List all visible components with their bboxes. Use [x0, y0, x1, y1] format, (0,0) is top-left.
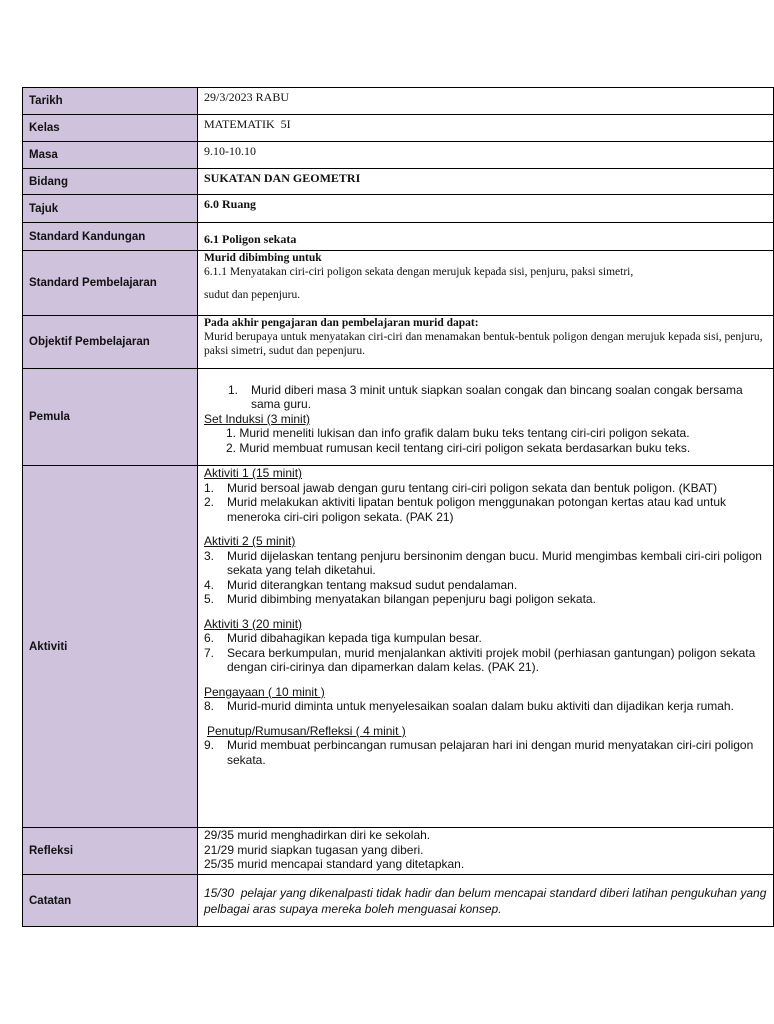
set-induksi-title: Set Induksi (3 minit)	[204, 411, 311, 426]
activity-item-text: Murid membuat perbincangan rumusan pelajaran hari ini dengan murid menyatakan ciri-ciri poligon sekata.	[227, 738, 754, 767]
obj-heading: Pada akhir pengajaran dan pembelajaran murid dapat:	[204, 317, 479, 329]
value-standard-pembelajaran	[198, 251, 774, 316]
aktiviti-1-list	[204, 481, 767, 525]
activity-item-number: 8.	[204, 699, 215, 713]
label-tajuk: Tajuk	[23, 195, 198, 223]
value-refleksi	[198, 828, 774, 875]
activity-item-text: Murid dijelaskan tentang penjuru bersinonim dengan bucu. Murid mengimbas kembali ciri-ciri poligon sekata yang telah diketahui.	[227, 548, 762, 577]
value-tarikh: 29/3/2023 RABU	[198, 88, 774, 115]
row-refleksi	[23, 828, 774, 875]
activity-item-text: Murid diterangkan tentang maksud sudut pendalaman.	[227, 577, 518, 592]
value-objektif	[198, 316, 774, 369]
activity-item-number: 5.	[204, 592, 215, 606]
activity-item-number: 3.	[204, 548, 215, 563]
row-objektif	[23, 316, 774, 369]
activity-item	[204, 495, 767, 524]
label-refleksi: Refleksi	[23, 828, 198, 875]
activity-item-text: Murid dibimbing menyatakan bilangan pepenjuru bagi poligon sekata.	[227, 592, 596, 606]
row-standard-pembelajaran	[23, 251, 774, 316]
activity-item-text: Secara berkumpulan, murid menjalankan aktiviti projek mobil (perhiasan gantungan) poligon sekata dengan ciri-cirinya dan dipamerkan dalam kelas. (PAK 21).	[227, 645, 756, 674]
activity-item	[204, 699, 767, 714]
sp-line1: 6.1.1 Menyatakan ciri-ciri poligon sekata dengan merujuk kepada sisi, penjuru, paksi simetri,	[204, 266, 634, 278]
activity-item	[204, 481, 767, 496]
activity-item-number: 6.	[204, 631, 215, 645]
penutup-list	[204, 738, 767, 767]
sp-heading: Murid dibimbing untuk	[204, 252, 322, 264]
activity-item-number: 7.	[204, 645, 215, 660]
pemula-item-1: 1. Murid diberi masa 3 minit untuk siapkan soalan congak dan bincang soalan congak bersama sama guru.	[228, 382, 743, 412]
refleksi-line-1: 29/35 murid menghadirkan diri ke sekolah.	[204, 828, 431, 842]
label-tarikh: Tarikh	[23, 88, 198, 115]
activity-item-number: 2.	[204, 495, 215, 509]
row-kelas	[23, 115, 774, 142]
activity-item	[204, 592, 767, 607]
label-bidang: Bidang	[23, 169, 198, 195]
aktiviti-2-list	[204, 549, 767, 607]
row-bidang	[23, 169, 774, 195]
obj-text: Murid berupaya untuk menyatakan ciri-ciri dan menamakan bentuk-bentuk poligon dengan merujuk kepada sisi, penjuru, paksi simetri, sudut dan pepenjuru.	[204, 331, 763, 357]
row-standard-kandungan	[23, 223, 774, 251]
row-masa	[23, 142, 774, 169]
row-catatan	[23, 875, 774, 927]
row-pemula	[23, 369, 774, 466]
label-kelas: Kelas	[23, 115, 198, 142]
activity-item	[204, 738, 767, 767]
penutup-title: Penutup/Rumusan/Refleksi ( 4 minit )	[207, 723, 406, 738]
activity-item-text: Murid dibahagikan kepada tiga kumpulan besar.	[227, 631, 482, 645]
activity-item-text: Murid-murid diminta untuk menyelesaikan soalan dalam buku aktiviti dan dijadikan kerja rumah.	[227, 699, 734, 713]
activity-item-number: 9.	[204, 738, 215, 752]
activity-item-number: 1.	[204, 480, 215, 495]
activity-item-text: Murid bersoal jawab dengan guru tentang ciri-ciri poligon sekata dan bentuk poligon. (KBAT)	[227, 480, 718, 495]
row-tajuk	[23, 195, 774, 223]
aktiviti-1-title: Aktiviti 1 (15 minit)	[204, 466, 303, 480]
row-tarikh	[23, 88, 774, 115]
label-aktiviti: Aktiviti	[23, 466, 198, 828]
activity-item	[204, 578, 767, 593]
aktiviti-3-list	[204, 631, 767, 675]
sp-line2: sudut dan pepenjuru.	[204, 289, 301, 301]
activity-item	[204, 631, 767, 646]
label-catatan: Catatan	[23, 875, 198, 927]
refleksi-line-3: 25/35 murid mencapai standard yang ditetapkan.	[204, 857, 465, 871]
value-aktiviti	[198, 466, 774, 828]
label-objektif: Objektif Pembelajaran	[23, 316, 198, 369]
aktiviti-3-title: Aktiviti 3 (20 minit)	[204, 616, 303, 631]
value-bidang: SUKATAN DAN GEOMETRI	[198, 169, 774, 195]
refleksi-line-2: 21/29 murid siapkan tugasan yang diberi.	[204, 842, 424, 857]
aktiviti-2-title: Aktiviti 2 (5 minit)	[204, 534, 296, 548]
activity-item-number: 4.	[204, 577, 215, 592]
activity-item	[204, 646, 767, 675]
activity-item	[204, 549, 767, 578]
value-standard-kandungan: 6.1 Poligon sekata	[198, 223, 774, 251]
lesson-plan-table	[22, 87, 774, 927]
label-standard-pembelajaran: Standard Pembelajaran	[23, 251, 198, 316]
value-pemula	[198, 369, 774, 466]
value-masa: 9.10-10.10	[198, 142, 774, 169]
value-catatan: 15/30 pelajar yang dikenalpasti tidak hadir dan belum mencapai standard diberi latihan pengukuhan yang pelbagai aras supaya mereka boleh menguasai konsep.	[198, 875, 774, 927]
label-pemula: Pemula	[23, 369, 198, 466]
label-standard-kandungan: Standard Kandungan	[23, 223, 198, 251]
set-induksi-item-2: 2. Murid membuat rumusan kecil tentang ciri-ciri poligon sekata berdasarkan buku teks.	[226, 440, 691, 455]
pengayaan-list	[204, 699, 767, 714]
label-masa: Masa	[23, 142, 198, 169]
activity-item-text: Murid melakukan aktiviti lipatan bentuk poligon menggunakan potongan kertas atau kad untuk meneroka ciri-ciri poligon sekata. (PAK 21)	[227, 495, 726, 524]
pengayaan-title: Pengayaan ( 10 minit )	[204, 684, 325, 699]
value-kelas: MATEMATIK 5I	[198, 115, 774, 142]
row-aktiviti	[23, 466, 774, 828]
value-tajuk: 6.0 Ruang	[198, 195, 774, 223]
set-induksi-item-1: 1. Murid meneliti lukisan dan info grafik dalam buku teks tentang ciri-ciri poligon sekata.	[226, 426, 690, 441]
